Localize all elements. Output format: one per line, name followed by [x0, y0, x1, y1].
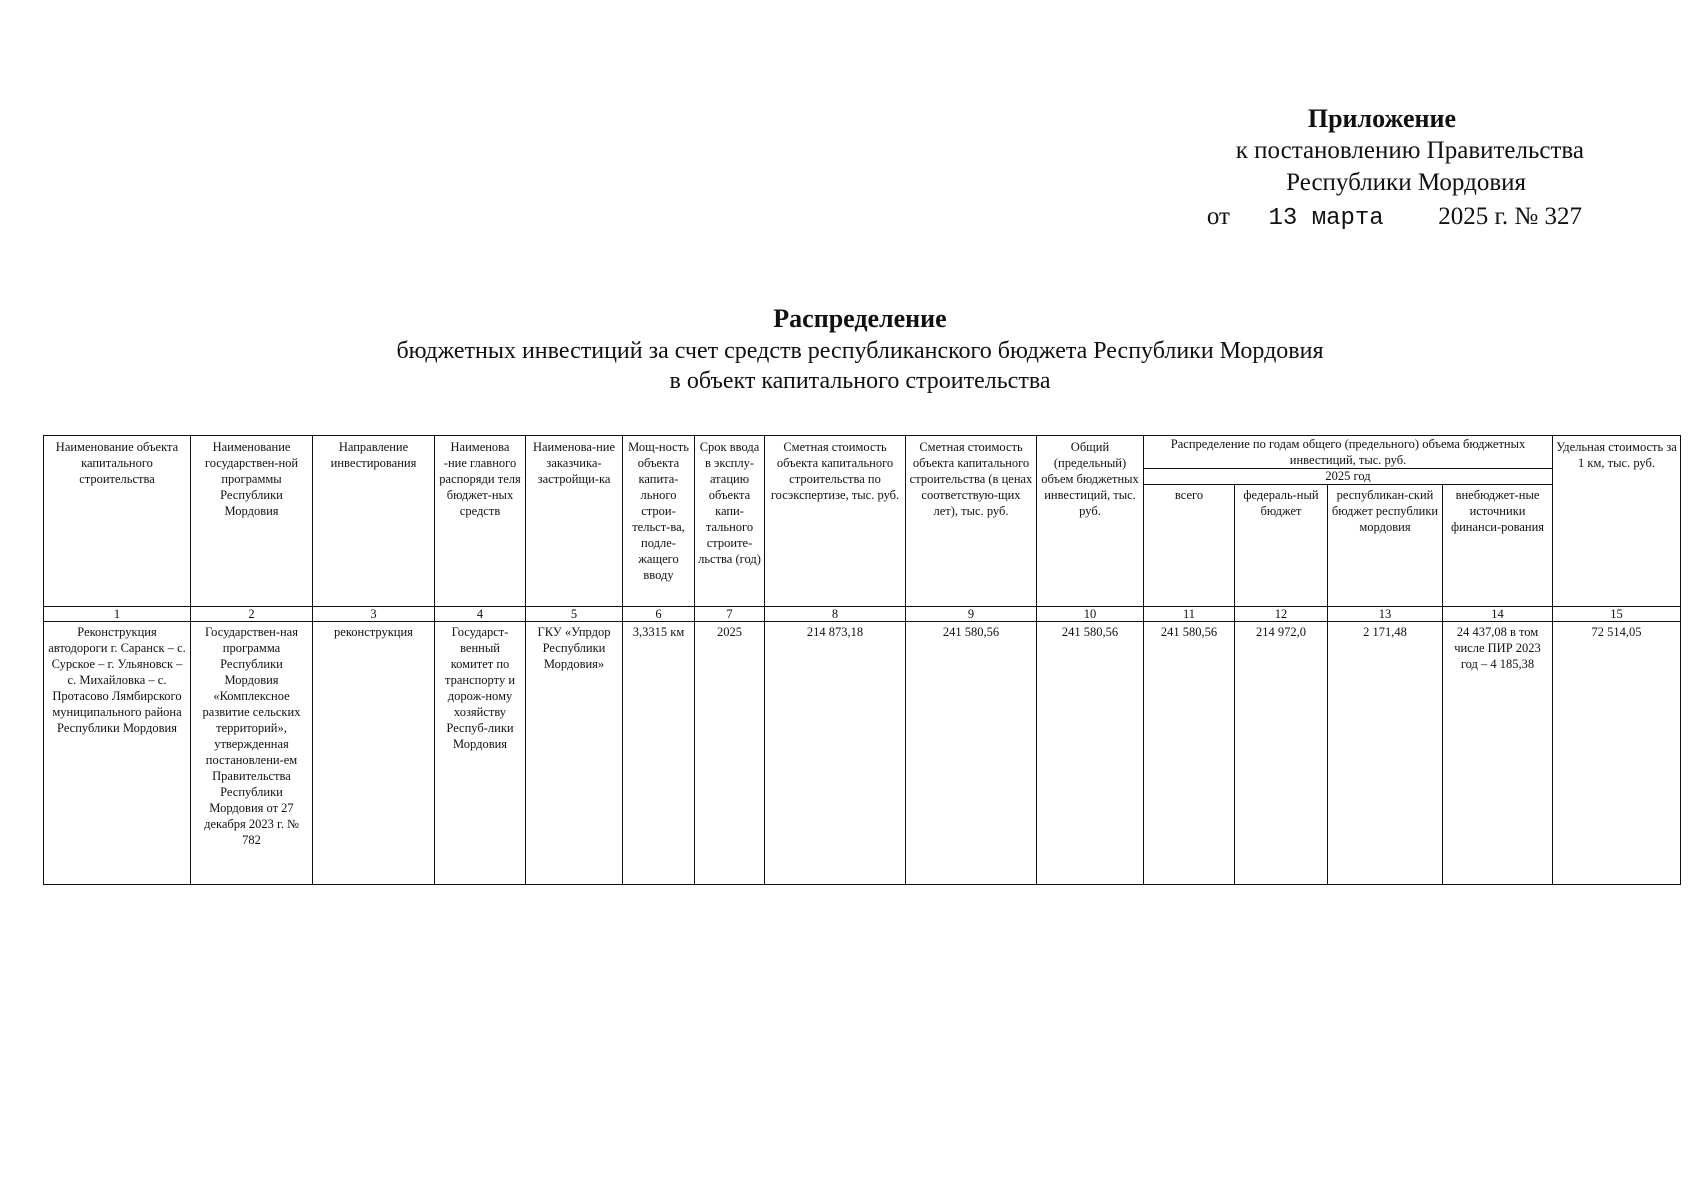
column-number: 10	[1037, 607, 1144, 622]
header-total-volume: Общий (предельный) объем бюджетных инвестиций, тыс. руб.	[1037, 436, 1144, 607]
cell-commission-year: 2025	[695, 622, 765, 885]
column-number: 13	[1328, 607, 1443, 622]
document-title: Распределение	[773, 304, 947, 333]
appendix-from: от	[1206, 203, 1230, 230]
header-unit-cost: Удельная стоимость за 1 км, тыс. руб.	[1553, 436, 1681, 607]
cell-federal-budget: 214 972,0	[1235, 622, 1328, 885]
column-number: 9	[906, 607, 1037, 622]
appendix-date: 13 марта	[1268, 205, 1384, 232]
table-row	[44, 622, 1681, 885]
column-number: 8	[765, 607, 906, 622]
appendix-title: Приложение	[1307, 104, 1456, 133]
cell-estimated-cost-expertise: 214 873,18	[765, 622, 906, 885]
table-header-row-1	[44, 436, 1681, 469]
header-capacity: Мощ-ность объекта капита-льного строи-тельст-ва, подле-жащего вводу	[623, 436, 695, 607]
cell-extrabudgetary: 24 437,08 в том числе ПИР 2023 год – 4 185,38	[1443, 622, 1553, 885]
column-number: 7	[695, 607, 765, 622]
cell-capacity: 3,3315 км	[623, 622, 695, 885]
cell-unit-cost: 72 514,05	[1553, 622, 1681, 885]
cell-total-volume: 241 580,56	[1037, 622, 1144, 885]
header-republic-budget: республикан-ский бюджет республики мордовия	[1328, 485, 1443, 607]
header-chief-manager: Наименова -ние главного распоряди теля бюджет-ных средств	[435, 436, 526, 607]
cell-investment-direction: реконструкция	[313, 622, 435, 885]
header-extrabudgetary: внебюджет-ные источники финанси-рования	[1443, 485, 1553, 607]
investment-table	[43, 435, 1681, 885]
header-year: 2025 год	[1144, 469, 1553, 485]
header-total: всего	[1144, 485, 1235, 607]
cell-total: 241 580,56	[1144, 622, 1235, 885]
column-number: 2	[191, 607, 313, 622]
header-investment-direction: Направление инвестирования	[313, 436, 435, 607]
header-program-name: Наименование государствен-ной программы Республики Мордовия	[191, 436, 313, 607]
cell-customer: ГКУ «Упрдор Республики Мордовия»	[526, 622, 623, 885]
cell-chief-manager: Государст-венный комитет по транспорту и дорож-ному хозяйству Респуб-лики Мордовия	[435, 622, 526, 885]
document-subtitle-2: в объект капитального строительства	[669, 368, 1051, 394]
header-object-name: Наименование объекта капитального строительства	[44, 436, 191, 607]
appendix-date-line	[1024, 199, 1584, 237]
column-number: 15	[1553, 607, 1681, 622]
document-subtitle-1: бюджетных инвестиций за счет средств республиканского бюджета Республики Мордовия	[396, 338, 1324, 364]
column-number: 3	[313, 607, 435, 622]
column-number: 6	[623, 607, 695, 622]
column-number: 12	[1235, 607, 1328, 622]
column-number: 14	[1443, 607, 1553, 622]
column-number: 1	[44, 607, 191, 622]
cell-republic-budget: 2 171,48	[1328, 622, 1443, 885]
header-federal-budget: федераль-ный бюджет	[1235, 485, 1328, 607]
header-estimated-cost-prices: Сметная стоимость объекта капитального строительства (в ценах соответствую-щих лет), тыс. руб.	[906, 436, 1037, 607]
column-number: 11	[1144, 607, 1235, 622]
document-heading	[0, 302, 1699, 396]
column-number: 4	[435, 607, 526, 622]
header-commission-year: Срок ввода в эксплу-атацию объекта капи-тального строите-льства (год)	[695, 436, 765, 607]
column-number: 5	[526, 607, 623, 622]
cell-program-name: Государствен-ная программа Республики Мордовия «Комплексное развитие сельских территорий», утвержденная постановлени-ем Правительства Республики Мордовия от 27 декабря 2023 г. № 782	[191, 622, 313, 885]
appendix-year-number: 2025 г. № 327	[1438, 203, 1582, 230]
header-customer: Наименова-ние заказчика-застройщи-ка	[526, 436, 623, 607]
cell-estimated-cost-prices: 241 580,56	[906, 622, 1037, 885]
header-estimated-cost-expertise: Сметная стоимость объекта капитального строительства по госэкспертизе, тыс. руб.	[765, 436, 906, 607]
cell-object-name: Реконструкция автодороги г. Саранск – с. Сурское – г. Ульяновск – с. Михайловка – с. Протасово Лямбирского муниципального района Республики Мордовия	[44, 622, 191, 885]
appendix-block	[1024, 103, 1584, 237]
appendix-line-1: к постановлению Правительства	[1235, 137, 1584, 164]
header-distribution-group: Распределение по годам общего (предельного) объема бюджетных инвестиций, тыс. руб.	[1144, 436, 1553, 469]
appendix-line-2: Республики Мордовия	[1286, 169, 1526, 196]
column-number-row	[44, 607, 1681, 622]
